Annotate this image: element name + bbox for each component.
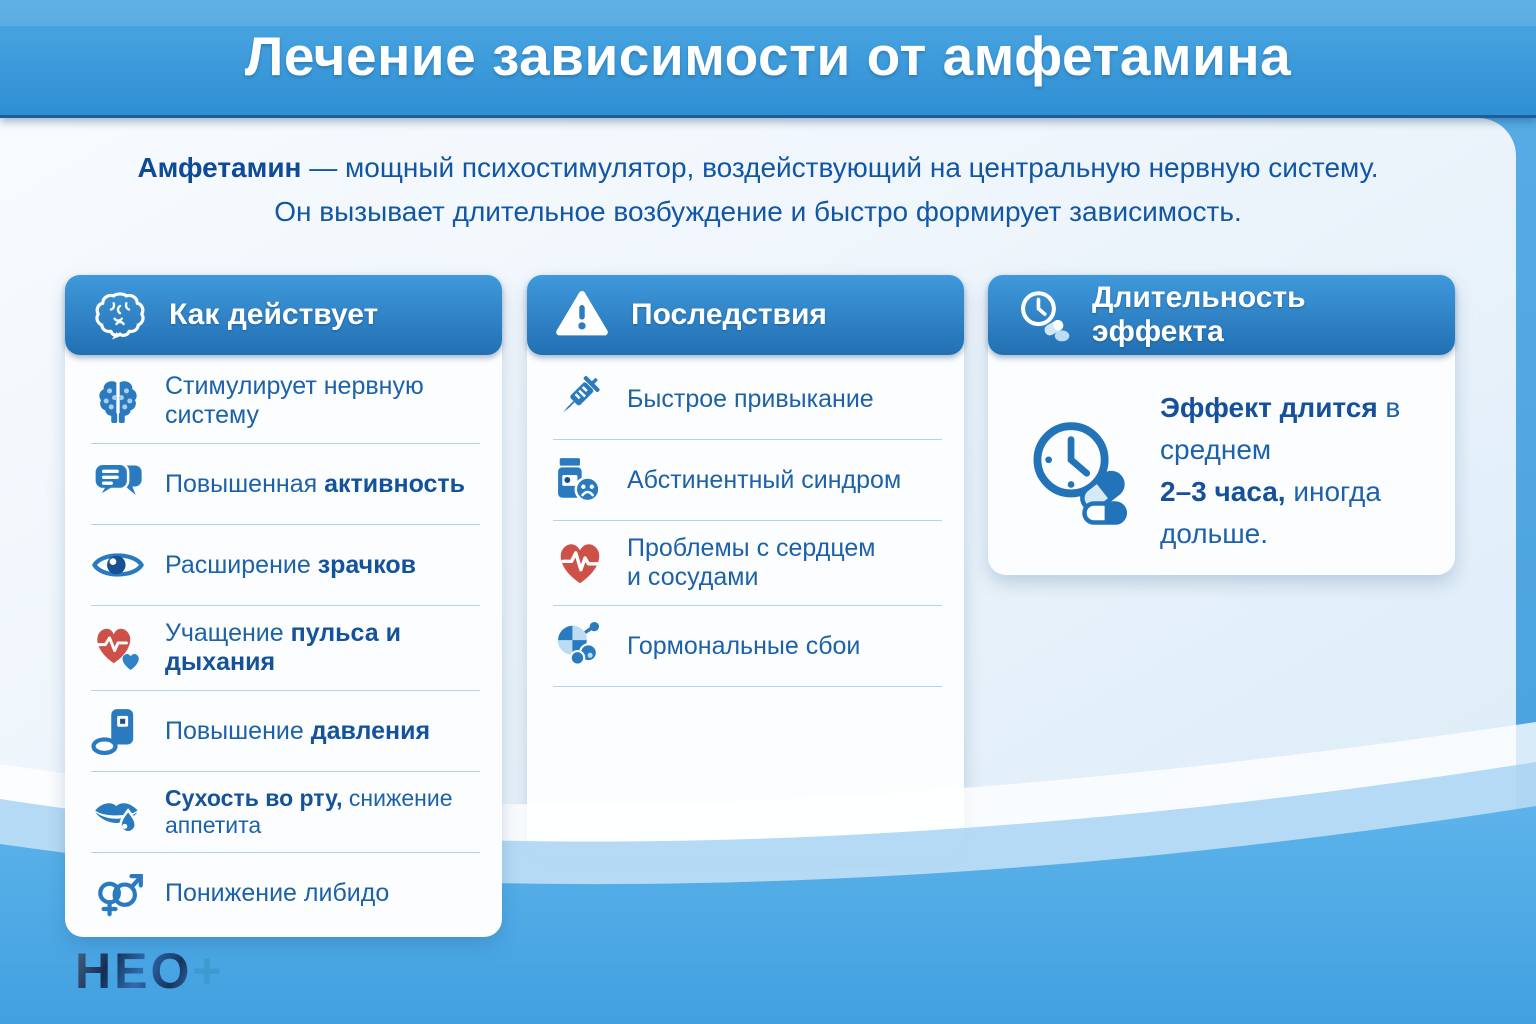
card-how-it-works xyxy=(65,275,502,937)
effect-duration-line1: Эффект длится в среднем xyxy=(1160,392,1401,465)
dry-mouth-icon xyxy=(91,785,145,839)
effect-duration-body xyxy=(988,355,1455,555)
blood-pressure-icon xyxy=(91,704,145,758)
list-item: Абстинентный синдром xyxy=(553,440,942,521)
page-title: Лечение зависимости от амфетамина xyxy=(244,25,1292,87)
eye-icon xyxy=(91,538,145,592)
brain-outline-icon xyxy=(91,286,149,344)
intro-term: Амфетамин xyxy=(137,152,302,183)
clock-pills-icon xyxy=(1014,286,1072,344)
effect-duration-text xyxy=(1160,387,1431,555)
list-item: Стимулирует нервную систему xyxy=(91,359,480,444)
list-item: Повышенная активность xyxy=(91,444,480,525)
gender-icon xyxy=(91,866,145,920)
logo-neo-plus xyxy=(75,942,225,1000)
logo-text: НЕО xyxy=(75,943,193,999)
pill-bottle-icon xyxy=(553,453,607,507)
list-item: Проблемы с сердцем и сосудами xyxy=(553,521,942,606)
list-item: Понижение либидо xyxy=(91,853,480,933)
list-item: Гормональные сбои xyxy=(553,606,942,687)
logo-plus-sign: + xyxy=(192,943,225,999)
heart-pulse-icon xyxy=(91,621,145,675)
intro-line-1: Амфетамин — мощный психостимулятор, воздействующий на центральную нервную систему. xyxy=(137,152,1379,183)
syringe-icon xyxy=(553,372,607,426)
card-effect-duration-header xyxy=(988,275,1455,355)
card-effect-duration xyxy=(988,275,1455,575)
effect-duration-line2: 2–3 часа, иногда дольше. xyxy=(1160,476,1381,549)
list-item: Повышение давления xyxy=(91,691,480,772)
list-item: Сухость во рту, снижение аппетита xyxy=(91,772,480,853)
how-it-works-list xyxy=(65,355,502,933)
list-item: Быстрое привыкание xyxy=(553,359,942,440)
molecule-icon xyxy=(553,619,607,673)
warning-triangle-icon xyxy=(553,286,611,344)
card-consequences-header xyxy=(527,275,964,355)
intro-paragraph xyxy=(0,146,1516,234)
card-title: Длительность эффекта xyxy=(1092,281,1306,348)
consequences-list xyxy=(527,355,964,687)
list-item: Учащение пульса и дыхания xyxy=(91,606,480,691)
card-title: Как действует xyxy=(169,298,379,331)
title-band xyxy=(0,0,1536,118)
list-item: Расширение зрачков xyxy=(91,525,480,606)
card-title: Последствия xyxy=(631,298,827,331)
card-how-it-works-header xyxy=(65,275,502,355)
heart-ecg-icon xyxy=(553,536,607,590)
intro-line-2: Он вызывает длительное возбуждение и быстро формирует зависимость. xyxy=(274,196,1242,228)
chat-bubbles-icon xyxy=(91,457,145,511)
brain-icon xyxy=(91,374,145,428)
clock-pills-body-icon xyxy=(1024,415,1136,527)
